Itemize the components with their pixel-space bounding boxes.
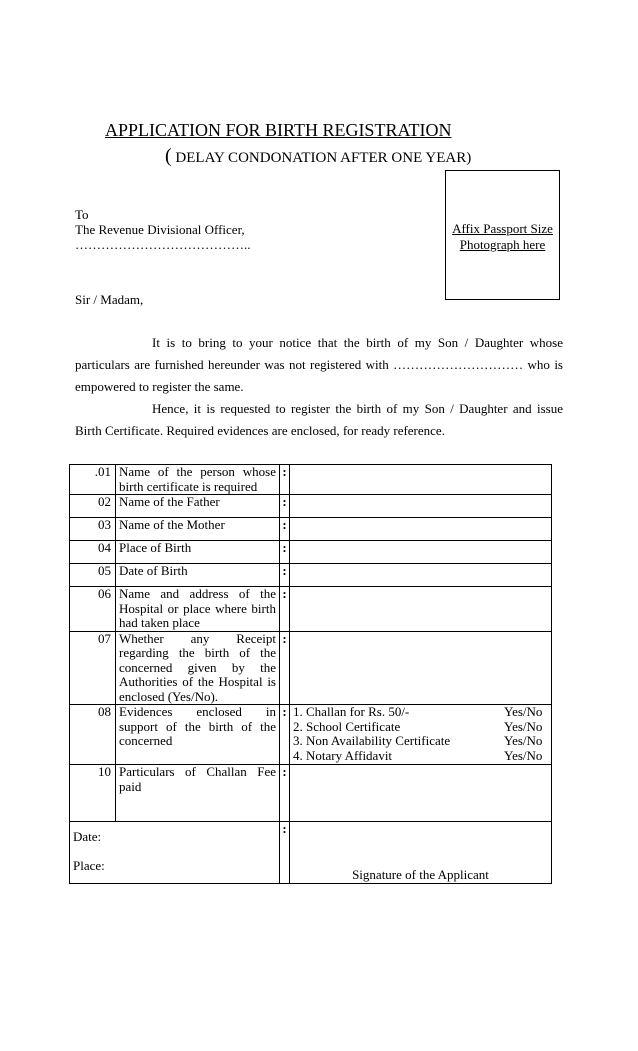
table-row [70,518,552,541]
row-colon: : [280,564,290,587]
evidence-label: 4. Notary Affidavit [293,747,393,763]
row-colon: : [280,587,290,632]
page-title: APPLICATION FOR BIRTH REGISTRATION [105,120,452,140]
row-number: 07 [70,631,116,705]
row-label: Name of the Mother [116,518,280,541]
row-label: Particulars of Challan Fee paid [116,765,280,822]
row-value-field[interactable] [290,587,552,632]
row-number: 02 [70,495,116,518]
row-label: Name of the person whose birth certificate is required [116,465,280,495]
row-number: 04 [70,541,116,564]
row-colon: : [280,518,290,541]
row-number: .01 [70,465,116,495]
evidence-label: 2. School Certificate [293,718,401,734]
table-row [70,564,552,587]
particulars-table [69,464,552,884]
photo-label-line1: Affix Passport Size [452,221,553,236]
subtitle-paren: ( [165,145,172,167]
footer-row [70,822,552,884]
row-colon: : [280,765,290,822]
row-colon: : [280,705,290,765]
row-label: Evidences enclosed in support of the birth of the concerned [116,705,280,765]
date-label: Date: [73,829,102,844]
page-subtitle [165,145,471,168]
row-number: 10 [70,765,116,822]
row-value-field[interactable] [290,465,552,495]
paragraph-notice: It is to bring to your notice that the birth of my Son / Daughter whose particulars are furnished hereunder was not registered with ………………………… who is empowered to register the same. [75,335,563,394]
row-number: 03 [70,518,116,541]
row-number: 06 [70,587,116,632]
table-row [70,465,552,495]
paragraph-request: Hence, it is requested to register the birth of my Son / Daughter and issue Birth Certificate. Required evidences are enclosed, for ready reference. [75,401,563,438]
table-row [70,495,552,518]
row-colon: : [280,495,290,518]
row-value-field[interactable] [290,495,552,518]
table-row [70,587,552,632]
row-colon: : [280,465,290,495]
address-dots: ………………………………….. [75,237,251,252]
row-label: Name of the Father [116,495,280,518]
signature-cell[interactable] [290,822,552,884]
row-label: Date of Birth [116,564,280,587]
address-officer: The Revenue Divisional Officer, [75,222,245,237]
evidence-item [293,734,548,749]
evidence-label: 3. Non Availability Certificate [293,733,451,748]
row-colon: : [280,631,290,705]
evidence-item [293,749,548,764]
table-row [70,541,552,564]
row-value-field[interactable] [290,631,552,705]
photo-label-line2: Photograph here [459,237,546,252]
row-label: Place of Birth [116,541,280,564]
table-row [70,631,552,705]
photo-box [445,170,560,300]
row-label: Whether any Receipt regarding the birth of the concerned given by the Authorities of the Hospital is enclosed (Yes/No). [116,631,280,705]
evidence-yes-no[interactable]: Yes/No [504,733,543,748]
evidences-list [290,705,552,765]
row-colon: : [280,541,290,564]
row-number: 05 [70,564,116,587]
salutation: Sir / Madam, [75,292,144,307]
row-value-field[interactable] [290,541,552,564]
evidence-label: 1. Challan for Rs. 50/- [293,704,410,719]
evidence-yes-no[interactable]: Yes/No [504,704,543,719]
row-value-field[interactable] [290,518,552,541]
evidence-yes-no[interactable]: Yes/No [504,718,543,734]
row-value-field[interactable] [290,564,552,587]
evidence-yes-no[interactable]: Yes/No [504,747,543,763]
table-row [70,705,552,765]
address-to: To [75,207,89,222]
signature-label: Signature of the Applicant [352,867,489,882]
date-place-cell [70,822,280,884]
row-value-field[interactable] [290,765,552,822]
row-colon: : [280,822,290,884]
subtitle-text: DELAY CONDONATION AFTER ONE YEAR) [171,150,472,166]
evidence-item [293,720,548,735]
row-label: Name and address of the Hospital or place where birth had taken place [116,587,280,632]
row-number: 08 [70,705,116,765]
place-label: Place: [73,857,105,873]
table-row [70,765,552,822]
evidence-item [293,705,548,720]
